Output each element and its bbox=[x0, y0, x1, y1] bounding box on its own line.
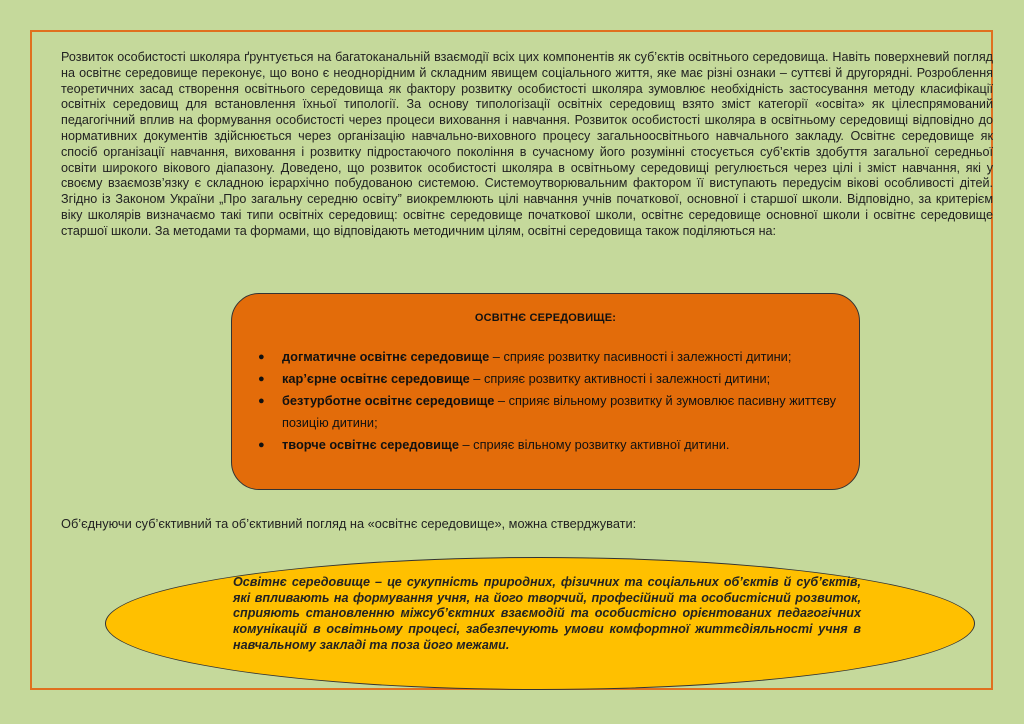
list-item-term: кар’єрне освітнє середовище bbox=[282, 371, 470, 386]
list-item bbox=[258, 434, 839, 456]
list-item bbox=[258, 368, 839, 390]
definition-text: Освітнє середовище – це сукупність природних, фізичних та соціальних об’єктів й суб’єктів, які впливають на формування учня, на його творчий, професійний та особистісний розвиток, сприяють становленню міжсуб’єктних взаємодій та особистісно орієнтованих педагогічних комунікацій в освітньому процесі, забезпечують умови комфортної життєдіяльності учня в навчальному закладі та поза його межами. bbox=[233, 575, 861, 652]
list-item-desc: – сприяє вільному розвитку активної дитини. bbox=[458, 437, 730, 452]
list-item-desc: – сприяє вільному розвитку й зумовлює пасивну життєву позицію дитини; bbox=[282, 393, 837, 430]
environment-types-title: ОСВІТНЄ СЕРЕДОВИЩЕ: bbox=[474, 312, 617, 324]
bullet-icon: ● bbox=[258, 439, 265, 451]
list-item-desc: – сприяє розвитку пасивності і залежності дитини; bbox=[489, 349, 792, 364]
list-item-term: творче освітнє середовище bbox=[282, 437, 459, 452]
environment-types-list bbox=[258, 346, 839, 456]
list-item bbox=[258, 390, 839, 434]
summary-line: Об’єднуючи суб’єктивний та об’єктивний погляд на «освітнє середовище», можна стверджувати: bbox=[61, 516, 637, 531]
list-item-term: безтурботне освітнє середовище bbox=[282, 393, 495, 408]
list-item-term: догматичне освітнє середовище bbox=[282, 349, 490, 364]
bullet-icon: ● bbox=[258, 351, 265, 363]
bullet-icon: ● bbox=[258, 395, 265, 407]
list-item-desc: – сприяє розвитку активності і залежності дитини; bbox=[469, 371, 771, 386]
bullet-icon: ● bbox=[258, 373, 265, 385]
intro-paragraph: Розвиток особистості школяра ґрунтується на багатоканальній взаємодії всіх цих компонентів як суб’єктів освітнього середовища. Навіть поверхневий погляд на освітнє середовище переконує, що воно є неоднорідним й складним явищем соціального життя, яке має різні ознаки – суттєві й другорядні. Розроблення теоретичних засад створення освітнього середовища як фактору розвитку особистості школяра зумовлює необхідність застосування методу класифікації освітніх середовищ для встановлення їхньої типології. За основу типологізації освітніх середовищ взято зміст категорії «освіта» як цілеспрямований педагогічний вплив на формування особистості через процеси виховання і навчання. Розвиток особистості школяра в освітньому середовищі відповідно до нормативних документів здійснюється через організацію навчально-виховного процесу загальноосвітнього навчального закладу. Освітнє середовище як спосіб організації навчання, виховання і розвитку підростаючого покоління в сучасному його розумінні стосується суб’єктів здобуття загальної середньої освіти широкого вікового діапазону. Доведено, що розвиток особистості школяра в освітньому середовищі регулюється через цілі і зміст навчання, які у своєму взаємозв’язку є складною ієрархічно побудованою системою. Системоутворювальним фактором її виступають передусім вікові особливості дітей. Згідно із Законом України „Про загальну середню освіту” виокремлюють цілі навчання учнів початкової, основної і старшої школи. Відповідно, за критерієм віку школярів визначаємо такі типи освітніх середовищ: освітнє середовище початкової школи, освітнє середовище основної школи і освітнє середовище старшої школи. За методами та формами, що відповідають методичним цілям, освітні середовища також поділяються на: bbox=[61, 50, 993, 238]
list-item bbox=[258, 346, 839, 368]
environment-types-box bbox=[231, 293, 860, 490]
